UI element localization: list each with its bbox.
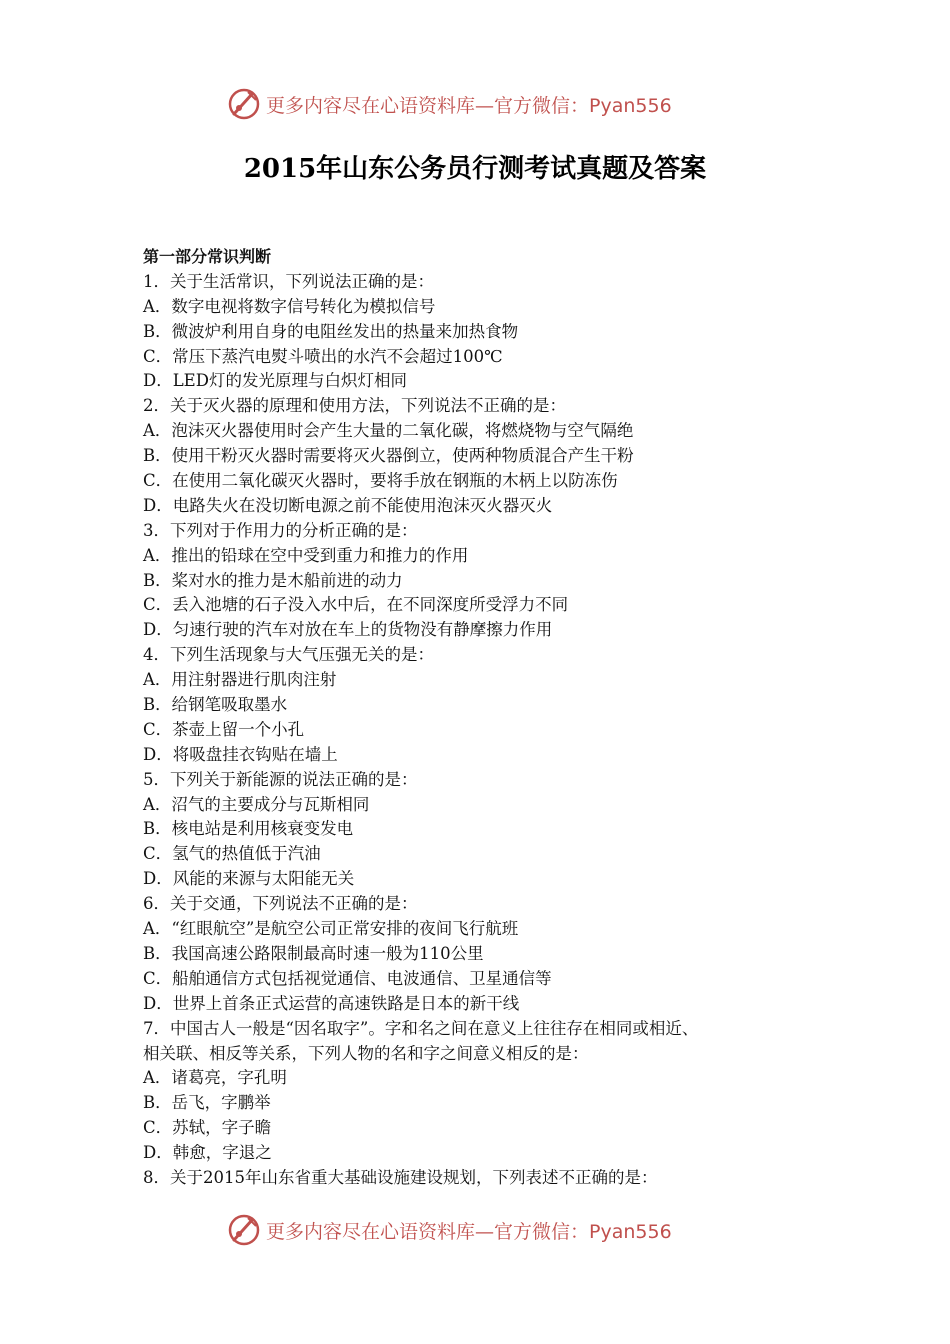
wechat-handle: Pyan556	[589, 1220, 672, 1243]
text-line: D．风能的来源与太阳能无关	[143, 869, 355, 889]
text-line: A．沼气的主要成分与瓦斯相同	[143, 794, 370, 814]
banner-text: 更多内容尽在心语资料库—官方微信：Pyan556	[266, 94, 672, 117]
text-line: 7．中国古人一般是“因名取字”。字和名之间在意义上往往存在相同或相近、	[143, 1018, 699, 1038]
text-line: C．茶壶上留一个小孔	[143, 719, 305, 739]
text-line: C．船舶通信方式包括视觉通信、电波通信、卫星通信等	[143, 968, 552, 988]
pen-logo-icon	[226, 86, 262, 122]
footer-banner	[226, 1210, 726, 1250]
text-line: 6．关于交通，下列说法不正确的是：	[143, 894, 418, 914]
text-line: C．丢入池塘的石子没入水中后，在不同深度所受浮力不同	[143, 595, 569, 615]
text-line: 2．关于灭火器的原理和使用方法，下列说法不正确的是：	[143, 396, 566, 416]
text-line: A．“红眼航空”是航空公司正常安排的夜间飞行航班	[143, 919, 519, 939]
header-banner	[226, 84, 726, 124]
page-title: 2015年山东公务员行测考试真题及答案	[243, 154, 707, 184]
text-line: 8．关于2015年山东省重大基础设施建设规划，下列表述不正确的是：	[143, 1167, 658, 1187]
text-line: 5．下列关于新能源的说法正确的是：	[143, 769, 418, 789]
text-line: B．微波炉利用自身的电阻丝发出的热量来加热食物	[143, 321, 519, 341]
text-line: B．使用干粉灭火器时需要将灭火器倒立，使两种物质混合产生干粉	[143, 446, 634, 466]
text-line: A．推出的铅球在空中受到重力和推力的作用	[143, 545, 469, 565]
text-line: C．氢气的热值低于汽油	[143, 844, 321, 864]
text-line: A．用注射器进行肌肉注射	[143, 670, 337, 690]
text-line: 4．下列生活现象与大气压强无关的是：	[143, 645, 434, 665]
text-line: B．我国高速公路限制最高时速一般为110公里	[143, 943, 484, 963]
text-line: D．韩愈，字退之	[143, 1143, 272, 1163]
text-line: D．将吸盘挂衣钩贴在墙上	[143, 744, 338, 764]
text-line: D．匀速行驶的汽车对放在车上的货物没有静摩擦力作用	[143, 620, 553, 640]
text-line: A．诸葛亮，字孔明	[143, 1068, 287, 1088]
text-line: 3．下列对于作用力的分析正确的是：	[143, 520, 418, 540]
wechat-handle: Pyan556	[589, 94, 672, 117]
text-line: D．LED灯的发光原理与白炽灯相同	[143, 371, 407, 391]
question-list	[143, 270, 813, 1191]
text-line: C．在使用二氧化碳灭火器时，要将手放在钢瓶的木柄上以防冻伤	[143, 471, 618, 491]
pen-logo-icon	[226, 1212, 262, 1248]
text-line: C．苏轼，字子瞻	[143, 1118, 272, 1138]
text-line: A．泡沫灭火器使用时会产生大量的二氧化碳，将燃烧物与空气隔绝	[143, 421, 634, 441]
text-line: C．常压下蒸汽电熨斗喷出的水汽不会超过100℃	[143, 346, 503, 366]
text-line: 相关联、相反等关系，下列人物的名和字之间意义相反的是：	[143, 1043, 589, 1063]
text-line: B．桨对水的推力是木船前进的动力	[143, 570, 403, 590]
text-line: B．岳飞，字鹏举	[143, 1093, 271, 1113]
section-heading: 第一部分常识判断	[143, 247, 272, 266]
document-body	[143, 245, 813, 1191]
banner-text: 更多内容尽在心语资料库—官方微信：Pyan556	[266, 1220, 672, 1243]
text-line: B．给钢笔吸取墨水	[143, 695, 288, 715]
text-line: D．电路失火在没切断电源之前不能使用泡沫灭火器灭火	[143, 495, 553, 515]
text-line: D．世界上首条正式运营的高速铁路是日本的新干线	[143, 993, 520, 1013]
text-line: 1．关于生活常识，下列说法正确的是：	[143, 271, 434, 291]
text-line: A．数字电视将数字信号转化为模拟信号	[143, 296, 436, 316]
text-line: B．核电站是利用核衰变发电	[143, 819, 354, 839]
